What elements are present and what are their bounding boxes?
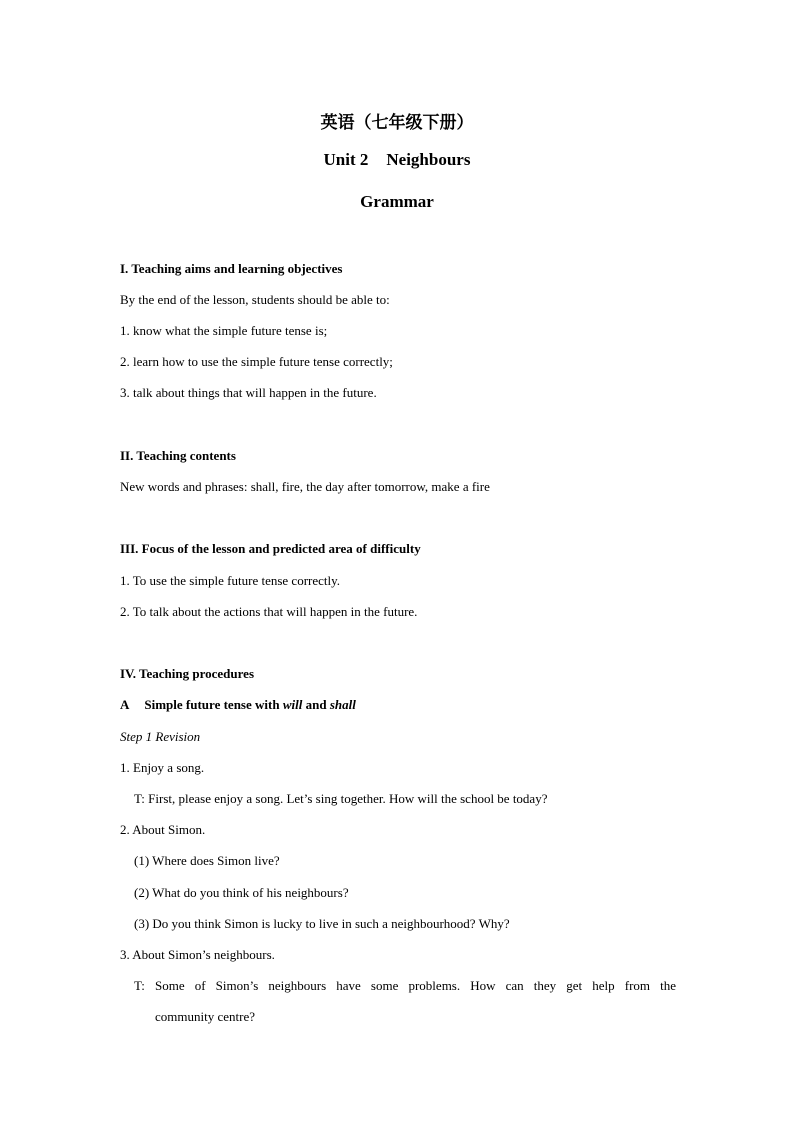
objective-item-2: 2. learn how to use the simple future tense correctly;	[120, 354, 393, 369]
objective-item-1: 1. know what the simple future tense is;	[120, 323, 328, 338]
section4-heading: IV. Teaching procedures	[120, 666, 255, 681]
unit-title	[0, 150, 794, 170]
question-2: (2) What do you think of his neighbours?	[134, 885, 349, 900]
teacher-prompt-line-1: Some of Simon’s neighbours have some problems. How can they get help from the	[155, 978, 676, 993]
section-title: Grammar	[360, 192, 434, 211]
subsection-text: Simple future tense with	[144, 697, 283, 712]
section3-heading: III. Focus of the lesson and predicted area of difficulty	[120, 541, 421, 556]
teacher-prompt	[134, 978, 676, 994]
section2-text: New words and phrases: shall, fire, the day after tomorrow, make a fire	[120, 479, 490, 494]
subsection-heading: A Simple future tense with will and shall	[120, 697, 356, 712]
teacher-label: T:	[134, 978, 145, 993]
procedure-line-4: 3. About Simon’s neighbours.	[120, 947, 275, 962]
unit-label: Unit 2	[323, 150, 369, 169]
procedure-line-3: 2. About Simon.	[120, 822, 206, 837]
procedure-line-2: T: First, please enjoy a song. Let’s sing together. How will the school be today?	[134, 791, 548, 806]
keyword-shall: shall	[329, 697, 356, 712]
section2-heading: II. Teaching contents	[120, 448, 236, 463]
keyword-will: will	[282, 697, 303, 712]
unit-name: Neighbours	[386, 150, 471, 169]
step-heading: Step 1 Revision	[120, 729, 201, 744]
focus-item-2: 2. To talk about the actions that will happen in the future.	[120, 604, 418, 619]
section1-intro: By the end of the lesson, students should be able to:	[120, 292, 390, 307]
objective-item-3: 3. talk about things that will happen in the future.	[120, 385, 377, 400]
question-3: (3) Do you think Simon is lucky to live in such a neighbourhood? Why?	[134, 916, 510, 931]
section1-heading: I. Teaching aims and learning objectives	[120, 261, 343, 276]
question-1: (1) Where does Simon live?	[134, 853, 280, 868]
procedure-line-1: 1. Enjoy a song.	[120, 760, 205, 775]
focus-item-1: 1. To use the simple future tense correctly.	[120, 573, 341, 588]
teacher-prompt-line-2: community centre?	[155, 1009, 255, 1024]
subsection-label: A	[120, 697, 130, 712]
document-title: 英语（七年级下册）	[320, 113, 474, 132]
